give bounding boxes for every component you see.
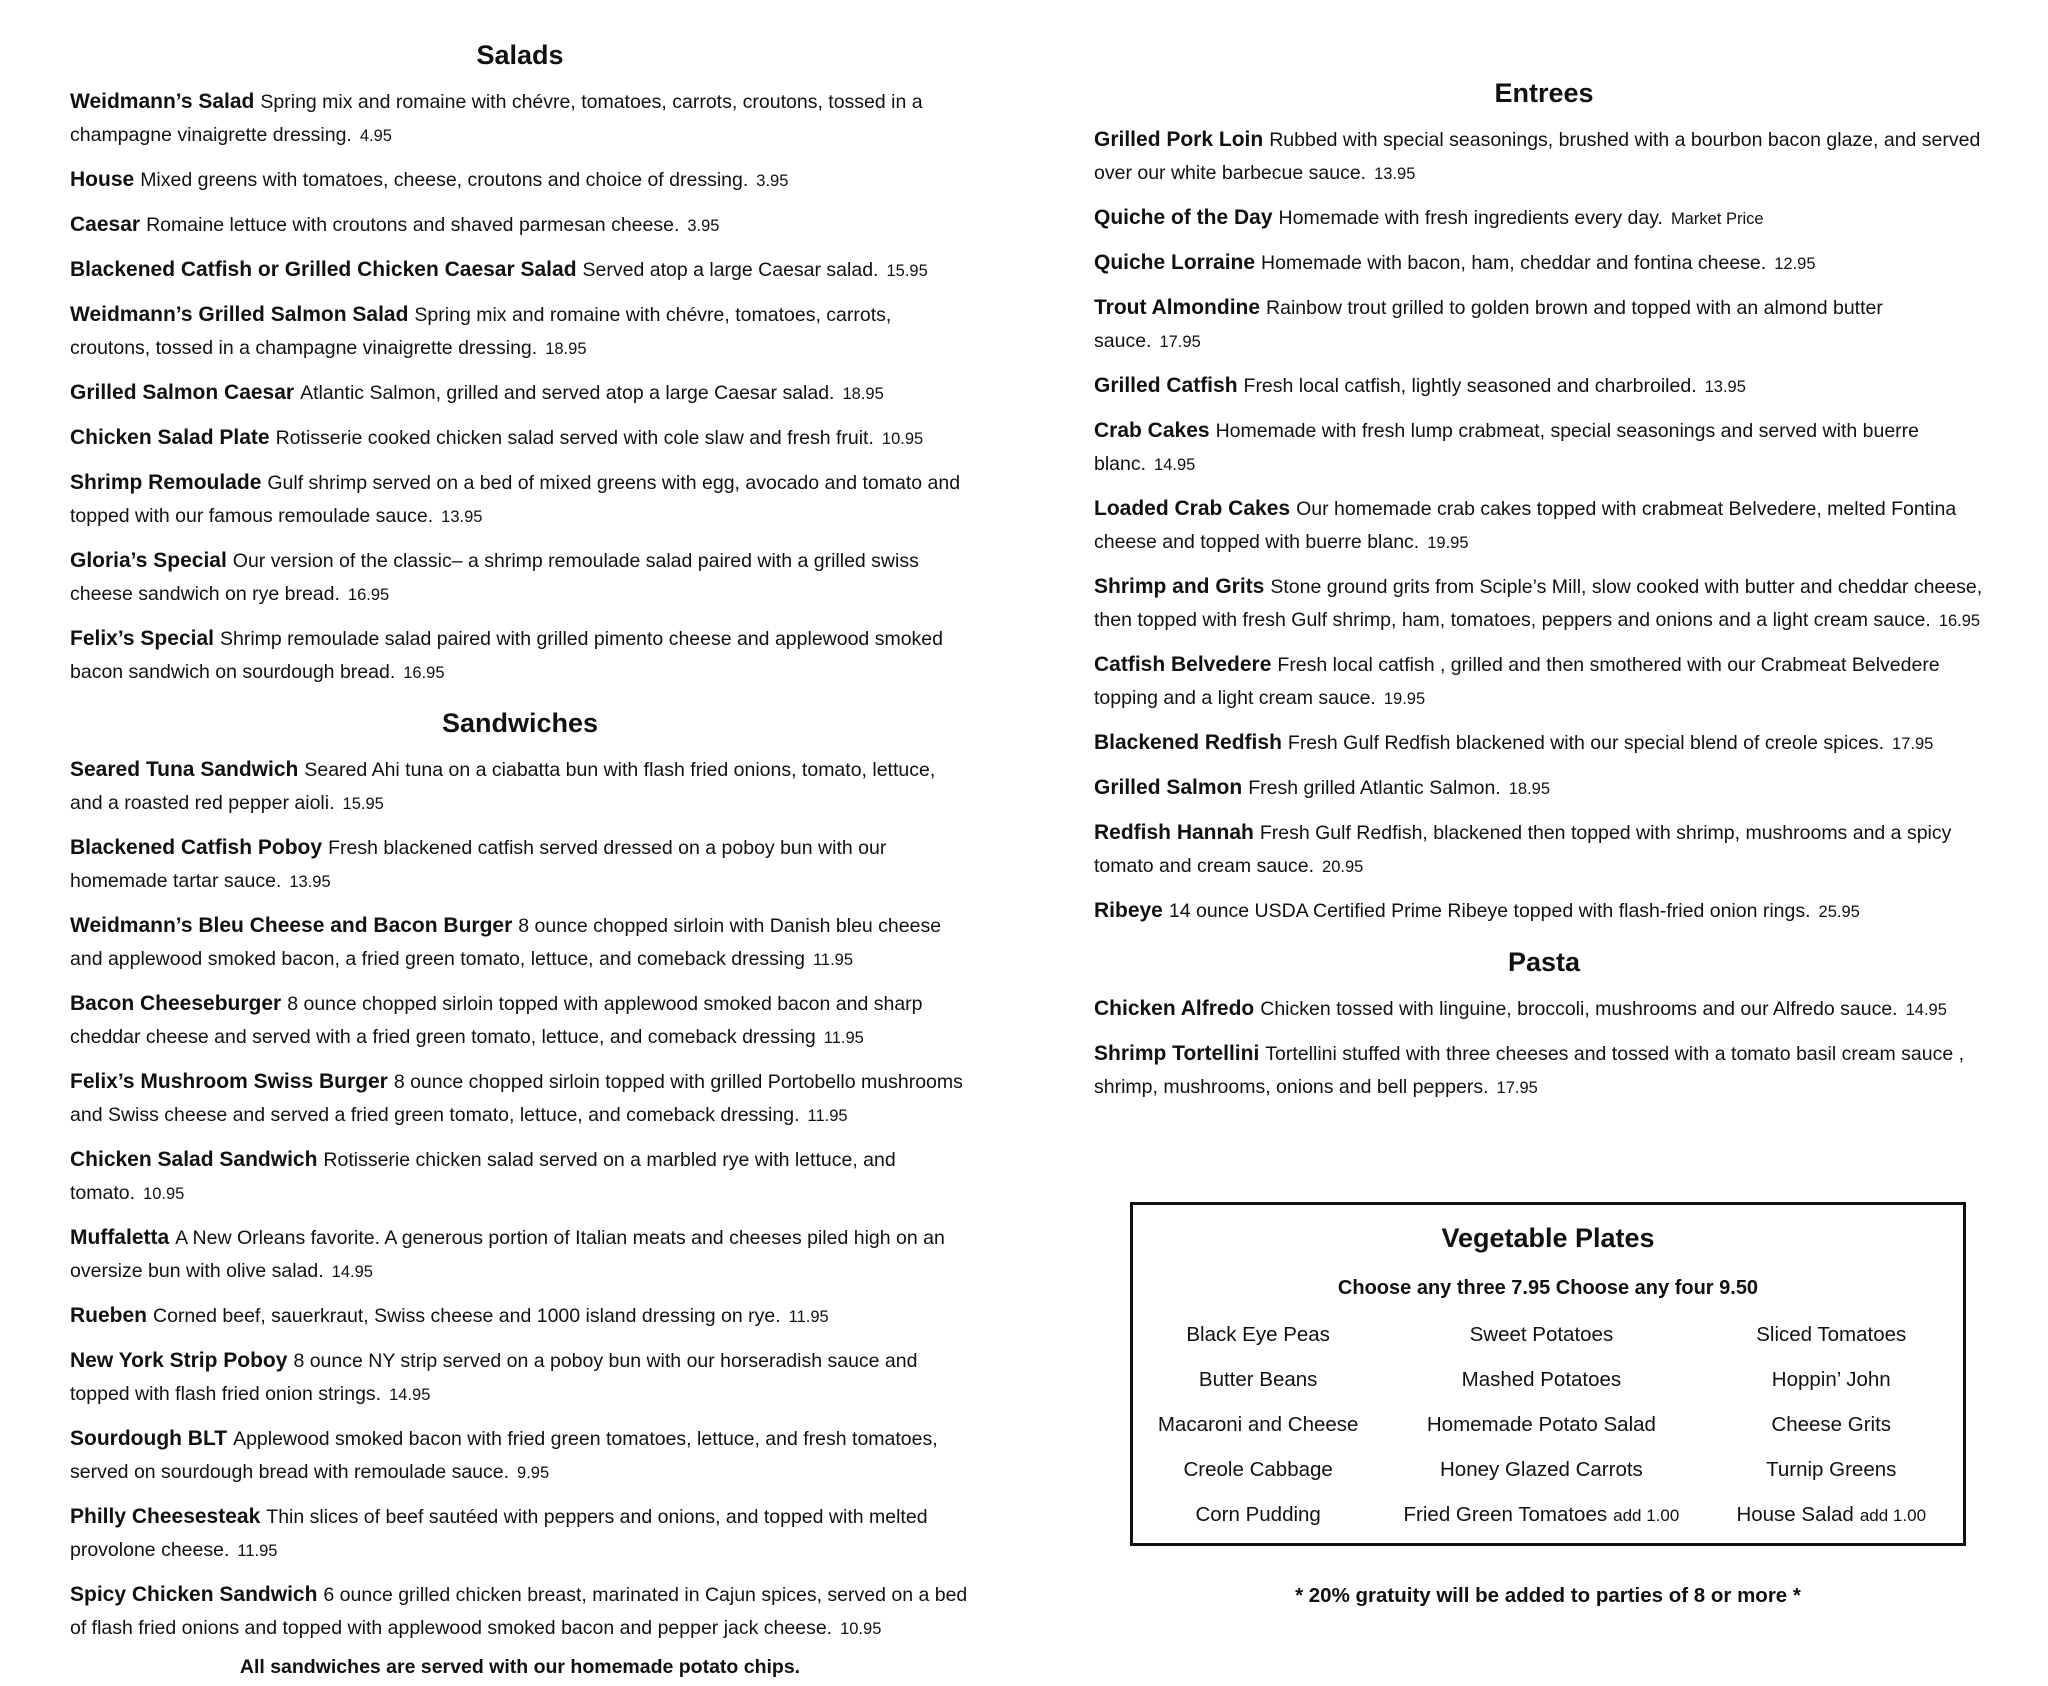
salad-item (70, 298, 970, 366)
item-price: 11.95 (788, 1308, 829, 1326)
item-price: 10.95 (881, 430, 924, 448)
entree-item (1094, 771, 1994, 806)
entree-item (1094, 123, 1994, 191)
item-description: Fresh local catfish , grilled and then smothered with our Crabmeat Belvedere topping and a light cream sauce. (1094, 654, 1940, 709)
item-name: Gloria’s Special (70, 549, 227, 572)
vegetable-name: Mashed Potatoes (1461, 1368, 1622, 1391)
sandwich-item (70, 1500, 970, 1568)
salad-item (70, 253, 970, 288)
vegetable-item (1133, 1456, 1383, 1483)
vegetable-item (1700, 1456, 1964, 1483)
item-description: Tortellini stuffed with three cheeses and tossed with a tomato basil cream sauce , shrimp, mushrooms, onions and bell peppers. (1094, 1043, 1965, 1098)
sandwiches-note: All sandwiches are served with our homemade potato chips. (239, 1656, 801, 1678)
sandwich-item (70, 753, 970, 821)
item-price: 14.95 (1905, 1001, 1947, 1019)
vegetable-plates-box (1130, 1202, 1966, 1546)
entrees-list (1094, 123, 1994, 929)
entree-item (1094, 369, 1994, 404)
item-price: 13.95 (441, 508, 483, 526)
vegetable-name: Creole Cabbage (1183, 1458, 1333, 1481)
vegetable-name: Sliced Tomatoes (1756, 1323, 1907, 1346)
vegetable-name: Cheese Grits (1771, 1413, 1892, 1436)
item-description: Our homemade crab cakes topped with crabmeat Belvedere, melted Fontina cheese and topped with buerre blanc. (1094, 498, 1957, 553)
item-description: Rotisserie cooked chicken salad served with cole slaw and fresh fruit. (275, 427, 874, 449)
item-description: A New Orleans favorite. A generous portion of Italian meats and cheeses piled high on an oversize bun with olive salad. (70, 1227, 945, 1282)
item-name: Weidmann’s Salad (70, 90, 255, 113)
item-name: Seared Tuna Sandwich (70, 758, 299, 781)
item-price: 3.95 (756, 172, 789, 190)
entree-item (1094, 246, 1994, 281)
vegetable-item (1133, 1321, 1383, 1348)
vegetable-name: Honey Glazed Carrots (1440, 1458, 1643, 1481)
salad-item (70, 466, 970, 534)
item-price: 3.95 (687, 217, 720, 235)
item-price: 16.95 (1938, 612, 1981, 630)
item-name: Grilled Pork Loin (1094, 128, 1264, 151)
item-name: Muffaletta (70, 1226, 170, 1249)
item-description: Thin slices of beef sautéed with peppers and onions, and topped with melted provolone cheese. (70, 1506, 928, 1561)
item-name: Grilled Catfish (1094, 374, 1238, 397)
sandwiches-title: Sandwiches (441, 708, 599, 738)
item-description: 8 ounce chopped sirloin topped with grilled Portobello mushrooms and Swiss cheese and served a fried green tomato, lettuce, and comeback dressing. (70, 1071, 963, 1126)
vegetable-item (1383, 1456, 1699, 1483)
item-price: 14.95 (1154, 456, 1196, 474)
item-price: 17.95 (1496, 1079, 1538, 1097)
salad-item (70, 376, 970, 411)
item-price: Market Price (1670, 210, 1764, 228)
item-name: Rueben (70, 1304, 148, 1327)
item-price: 10.95 (143, 1185, 185, 1203)
pasta-list (1094, 992, 1994, 1105)
item-price: 18.95 (842, 385, 884, 403)
item-name: Quiche of the Day (1094, 206, 1273, 229)
vegetable-item (1383, 1501, 1699, 1529)
item-name: Redfish Hannah (1094, 821, 1254, 844)
vegetable-name: Turnip Greens (1766, 1458, 1897, 1481)
item-name: New York Strip Poboy (70, 1349, 288, 1372)
item-name: Philly Cheesesteak (70, 1505, 261, 1528)
item-price: 12.95 (1774, 255, 1816, 273)
item-price: 10.95 (840, 1620, 882, 1638)
item-name: Blackened Catfish or Grilled Chicken Caesar Salad (70, 258, 577, 281)
item-description: 8 ounce chopped sirloin topped with applewood smoked bacon and sharp cheddar cheese and served with a fried green tomato, lettuce, and comeback dressing (70, 993, 923, 1048)
item-name: Loaded Crab Cakes (1094, 497, 1291, 520)
right-column (1094, 0, 1994, 1115)
entree-item (1094, 414, 1994, 482)
vegetable-grid (1133, 1321, 1963, 1529)
item-price: 18.95 (1508, 780, 1551, 798)
entree-item (1094, 648, 1994, 716)
item-name: Trout Almondine (1094, 296, 1261, 319)
vegetable-item (1700, 1501, 1964, 1529)
item-name: Catfish Belvedere (1094, 653, 1272, 676)
salad-item (70, 544, 970, 612)
vegetable-item (1383, 1411, 1699, 1438)
item-price: 19.95 (1427, 534, 1469, 552)
gratuity-note: * 20% gratuity will be added to parties of 8 or more * (1295, 1584, 1801, 1607)
salad-item (70, 622, 970, 690)
sandwich-item (70, 831, 970, 899)
sandwich-item (70, 1344, 970, 1412)
item-price: 14.95 (331, 1263, 373, 1281)
sandwich-item (70, 1065, 970, 1133)
pasta-title: Pasta (1507, 947, 1581, 977)
item-name: Felix’s Mushroom Swiss Burger (70, 1070, 388, 1093)
item-description: Fresh grilled Atlantic Salmon. (1248, 777, 1501, 799)
item-price: 13.95 (1374, 165, 1416, 183)
vegetable-item (1700, 1366, 1964, 1393)
item-description: Mixed greens with tomatoes, cheese, croutons and choice of dressing. (140, 169, 749, 191)
item-name: Caesar (70, 213, 141, 236)
sandwich-item (70, 1221, 970, 1289)
item-description: Fresh Gulf Redfish, blackened then topped with shrimp, mushrooms and a spicy tomato and cream sauce. (1094, 822, 1952, 877)
item-description: 6 ounce grilled chicken breast, marinated in Cajun spices, served on a bed of flash fried onions and topped with applewood smoked bacon and pepper jack cheese. (70, 1584, 968, 1639)
item-description: 8 ounce NY strip served on a poboy bun with our horseradish sauce and topped with flash fried onion strings. (70, 1350, 918, 1405)
vegetable-item (1133, 1411, 1383, 1438)
vegetable-item (1383, 1366, 1699, 1393)
entree-item (1094, 570, 1994, 638)
item-name: Shrimp Remoulade (70, 471, 262, 494)
item-price: 15.95 (342, 795, 384, 813)
item-name: House (70, 168, 135, 191)
sandwiches-list (70, 753, 970, 1646)
item-name: Blackened Catfish Poboy (70, 836, 323, 859)
item-name: Weidmann’s Grilled Salmon Salad (70, 303, 409, 326)
salad-item (70, 208, 970, 243)
vegetable-name: Black Eye Peas (1186, 1323, 1330, 1346)
item-price: 11.95 (807, 1107, 848, 1125)
vegetable-name: Sweet Potatoes (1469, 1323, 1614, 1346)
item-price: 18.95 (545, 340, 587, 358)
salads-list (70, 85, 970, 690)
item-description: Chicken tossed with linguine, broccoli, mushrooms and our Alfredo sauce. (1260, 998, 1898, 1020)
item-description: Rotisserie chicken salad served on a marbled rye with lettuce, and tomato. (70, 1149, 896, 1204)
item-price: 16.95 (347, 586, 390, 604)
vegetable-plates-title: Vegetable Plates (1441, 1223, 1655, 1253)
entree-item (1094, 291, 1994, 359)
item-price: 16.95 (403, 664, 445, 682)
item-description: 8 ounce chopped sirloin with Danish bleu cheese and applewood smoked bacon, a fried green tomato, lettuce, and comeback dressing (70, 915, 942, 970)
vegetable-upcharge: add 1.00 (1859, 1506, 1927, 1525)
item-description: Atlantic Salmon, grilled and served atop a large Caesar salad. (300, 382, 835, 404)
item-description: Homemade with fresh lump crabmeat, special seasonings and served with buerre blanc. (1094, 420, 1919, 475)
item-description: Our version of the classic– a shrimp remoulade salad paired with a grilled swiss cheese sandwich on rye bread. (70, 550, 919, 605)
item-name: Chicken Alfredo (1094, 997, 1255, 1020)
salad-item (70, 163, 970, 198)
item-name: Blackened Redfish (1094, 731, 1282, 754)
item-price: 19.95 (1383, 690, 1426, 708)
entree-item (1094, 894, 1994, 929)
item-description: Romaine lettuce with croutons and shaved parmesan cheese. (146, 214, 680, 236)
item-price: 13.95 (1704, 378, 1746, 396)
item-name: Grilled Salmon Caesar (70, 381, 295, 404)
sandwich-item (70, 987, 970, 1055)
item-description: Spring mix and romaine with chévre, tomatoes, carrots, croutons, tossed in a champagne vinaigrette dressing. (70, 304, 892, 359)
item-price: 17.95 (1892, 735, 1934, 753)
item-price: 15.95 (886, 262, 928, 280)
entree-item (1094, 816, 1994, 884)
item-name: Bacon Cheeseburger (70, 992, 282, 1015)
vegetable-name: Fried Green Tomatoes (1403, 1503, 1608, 1526)
item-price: 25.95 (1818, 903, 1860, 921)
item-description: Shrimp remoulade salad paired with grilled pimento cheese and applewood smoked bacon sandwich on sourdough bread. (70, 628, 943, 683)
vegetable-name: Hoppin’ John (1771, 1368, 1891, 1391)
item-description: Applewood smoked bacon with fried green tomatoes, lettuce, and fresh tomatoes, served on sourdough bread with remoulade sauce. (70, 1428, 938, 1483)
item-description: Fresh blackened catfish served dressed on a poboy bun with our homemade tartar sauce. (70, 837, 887, 892)
item-name: Quiche Lorraine (1094, 251, 1256, 274)
sandwich-item (70, 1422, 970, 1490)
vegetable-item (1383, 1321, 1699, 1348)
item-name: Chicken Salad Plate (70, 426, 270, 449)
item-name: Spicy Chicken Sandwich (70, 1583, 318, 1606)
item-name: Weidmann’s Bleu Cheese and Bacon Burger (70, 914, 513, 937)
sandwich-item (70, 1299, 970, 1334)
item-price: 20.95 (1322, 858, 1364, 876)
salad-item (70, 85, 970, 153)
item-price: 13.95 (289, 873, 331, 891)
entree-item (1094, 201, 1994, 236)
vegetable-name: Corn Pudding (1195, 1503, 1321, 1526)
vegetable-name: Butter Beans (1198, 1368, 1318, 1391)
left-column (70, 0, 970, 1679)
item-name: Grilled Salmon (1094, 776, 1243, 799)
item-description: Rubbed with special seasonings, brushed with a bourbon bacon glaze, and served over our white barbecue sauce. (1094, 129, 1981, 184)
pasta-item (1094, 992, 1994, 1027)
vegetable-plates-pricing: Choose any three 7.95 Choose any four 9.50 (1337, 1277, 1759, 1299)
item-description: Fresh Gulf Redfish blackened with our special blend of creole spices. (1287, 732, 1885, 754)
item-price: 11.95 (237, 1542, 278, 1560)
item-name: Shrimp Tortellini (1094, 1042, 1260, 1065)
item-name: Shrimp and Grits (1094, 575, 1265, 598)
item-description: Stone ground grits from Sciple’s Mill, slow cooked with butter and cheddar cheese, then topped with fresh Gulf shrimp, ham, tomatoes, peppers and onions and a light cream sauce. (1094, 576, 1983, 631)
item-description: Homemade with fresh ingredients every day. (1278, 207, 1663, 229)
vegetable-name: Homemade Potato Salad (1426, 1413, 1656, 1436)
item-description: Spring mix and romaine with chévre, tomatoes, carrots, croutons, tossed in a champagne vinaigrette dressing. (70, 91, 923, 146)
item-price: 14.95 (389, 1386, 431, 1404)
pasta-item (1094, 1037, 1994, 1105)
vegetable-item (1700, 1411, 1964, 1438)
item-description: Fresh local catfish, lightly seasoned and charbroiled. (1243, 375, 1697, 397)
vegetable-item (1700, 1321, 1964, 1348)
vegetable-upcharge: add 1.00 (1613, 1506, 1680, 1525)
sandwich-item (70, 909, 970, 977)
item-description: Homemade with bacon, ham, cheddar and fontina cheese. (1261, 252, 1767, 274)
item-description: Corned beef, sauerkraut, Swiss cheese and 1000 island dressing on rye. (153, 1305, 781, 1327)
salad-item (70, 421, 970, 456)
entrees-title: Entrees (1494, 78, 1594, 108)
item-description: Served atop a large Caesar salad. (582, 259, 879, 281)
vegetable-item (1133, 1501, 1383, 1529)
item-description: Gulf shrimp served on a bed of mixed greens with egg, avocado and tomato and topped with our famous remoulade sauce. (70, 472, 961, 527)
item-name: Sourdough BLT (70, 1427, 228, 1450)
vegetable-item (1133, 1366, 1383, 1393)
item-price: 17.95 (1159, 333, 1201, 351)
entree-item (1094, 726, 1994, 761)
item-name: Chicken Salad Sandwich (70, 1148, 318, 1171)
item-name: Felix’s Special (70, 627, 214, 650)
item-price: 4.95 (359, 127, 392, 145)
item-price: 11.95 (823, 1029, 864, 1047)
item-description: Rainbow trout grilled to golden brown and topped with an almond butter sauce. (1094, 297, 1883, 352)
entree-item (1094, 492, 1994, 560)
sandwich-item (70, 1143, 970, 1211)
item-description: Seared Ahi tuna on a ciabatta bun with flash fried onions, tomato, lettuce, and a roasted red pepper aioli. (70, 759, 936, 814)
salads-title: Salads (476, 40, 564, 70)
sandwich-item (70, 1578, 970, 1646)
item-price: 11.95 (812, 951, 854, 969)
item-name: Crab Cakes (1094, 419, 1210, 442)
vegetable-name: Macaroni and Cheese (1157, 1413, 1359, 1436)
item-price: 9.95 (517, 1464, 550, 1482)
item-description: 14 ounce USDA Certified Prime Ribeye topped with flash-fried onion rings. (1168, 900, 1811, 922)
vegetable-name: House Salad (1736, 1503, 1854, 1526)
item-name: Ribeye (1094, 899, 1163, 922)
